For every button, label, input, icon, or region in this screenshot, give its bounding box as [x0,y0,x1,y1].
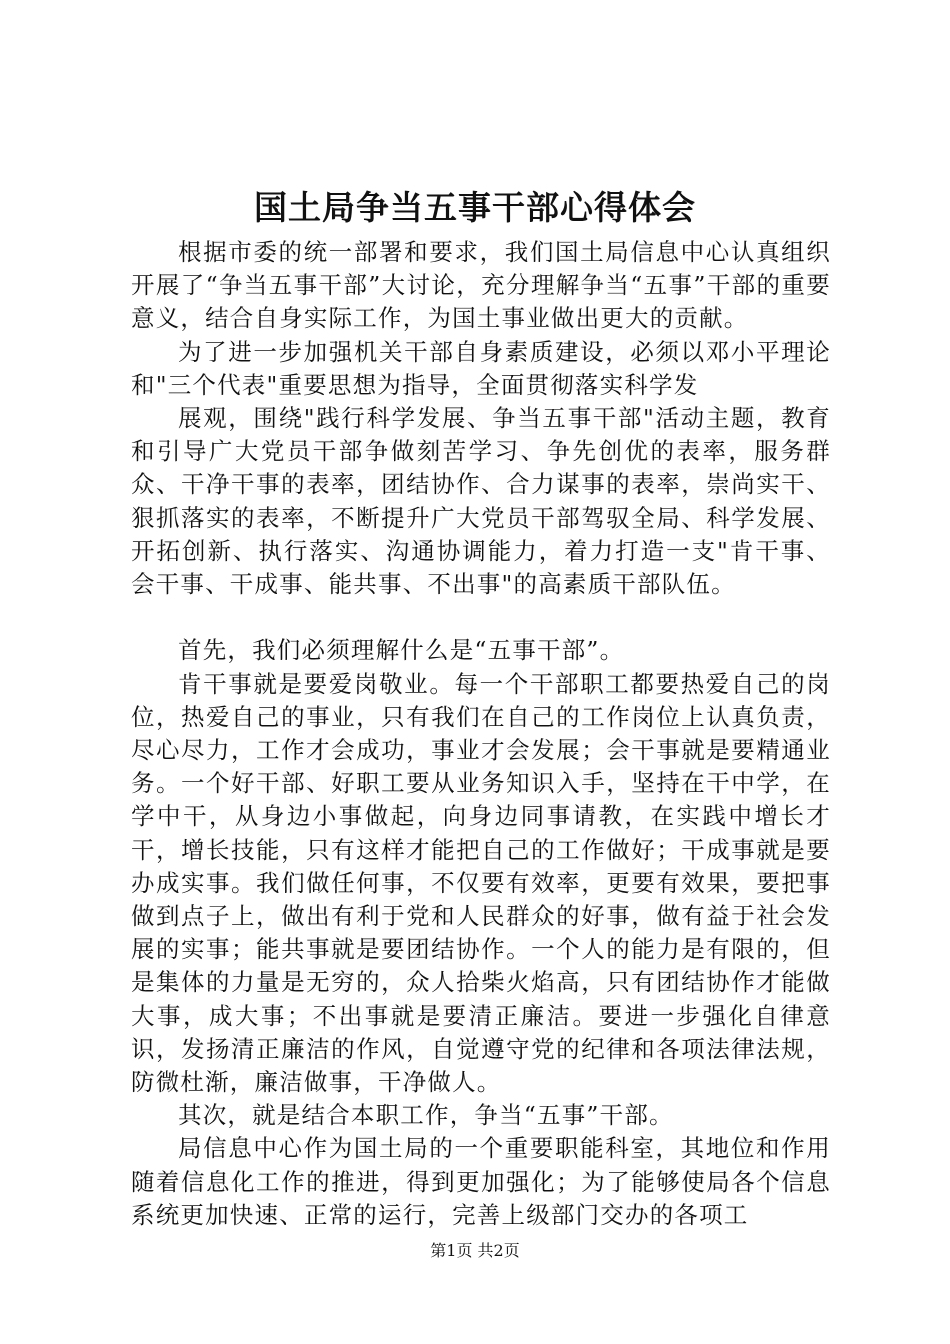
paragraph-five-things-definition: 肯干事就是要爱岗敬业。每一个干部职工都要热爱自己的岗位，热爱自己的事业，只有我们在自己的工作岗位上认真负责，尽心尽力，工作才会成功，事业才会发展；会干事就是要精通业务。一个好干部、好职工要从业务知识入手，坚持在干中学，在学中干，从身边小事做起，向身边同事请教，在实践中增长才干，增长技能，只有这样才能把自己的工作做好；干成事就是要办成实事。我们做任何事，不仅要有效率，更要有效果，要把事做到点子上，做出有利于党和人民群众的好事，做有益于社会发展的实事；能共事就是要团结协作。一个人的能力是有限的，但是集体的力量是无穷的，众人拾柴火焰高，只有团结协作才能做大事，成大事；不出事就是要清正廉洁。要进一步强化自律意识，发扬清正廉洁的作风，自觉遵守党的纪律和各项法律法规，防微杜渐，廉洁做事，干净做人。 [131,669,831,1097]
document-title: 国土局争当五事干部心得体会 [254,188,696,227]
page-footer: 第1页 共2页 [430,1241,520,1260]
paragraph-intro: 根据市委的统一部署和要求，我们国土局信息中心认真组织开展了“争当五事干部”大讨论，充分理解争当“五事”干部的重要意义，结合自身实际工作，为国土事业做出更大的贡献。 [131,238,831,333]
paragraph-info-center: 局信息中心作为国土局的一个重要职能科室，其地位和作用随着信息化工作的推进，得到更加强化；为了能够使局各个信息系统更加快速、正常的运行，完善上级部门交办的各项工 [131,1134,831,1229]
paragraph-first-point: 首先，我们必须理解什么是“五事干部”。 [178,636,625,665]
blank-line [131,601,831,634]
paragraph-activity-theme: 展观，围绕"践行科学发展、争当五事干部"活动主题，教育和引导广大党员干部争做刻苦学习、争先创优的表率，服务群众、干净干事的表率，团结协作、合力谋事的表率，崇尚实干、狠抓落实的表率，不断提升广大党员干部驾驭全局、科学发展、开拓创新、执行落实、沟通协调能力，着力打造一支"肯干事、会干事、干成事、能共事、不出事"的高素质干部队伍。 [131,404,831,599]
paragraph-second-point: 其次，就是结合本职工作，争当“五事”干部。 [178,1101,674,1130]
document-body [131,236,831,1232]
paragraph-guiding-theory: 为了进一步加强机关干部自身素质建设，必须以邓小平理论和"三个代表"重要思想为指导，全面贯彻落实科学发 [131,337,831,399]
